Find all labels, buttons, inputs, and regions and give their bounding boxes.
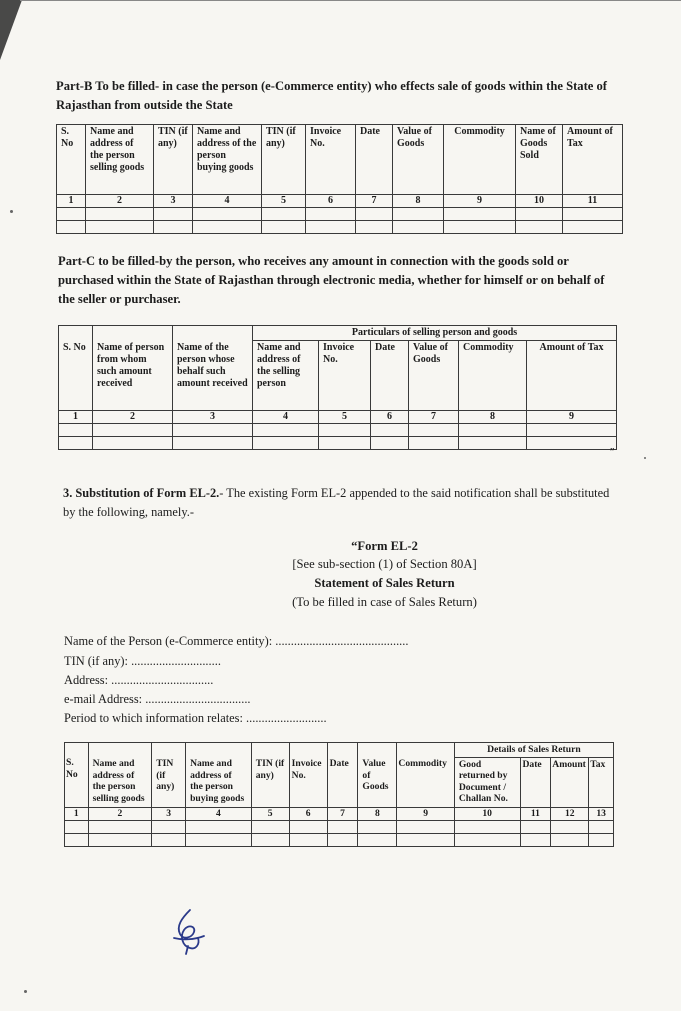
- column-number: 8: [459, 411, 527, 424]
- column-number: 3: [154, 195, 193, 208]
- column-number: 3: [152, 807, 186, 820]
- header-cell: S. No: [65, 757, 89, 807]
- column-number: 6: [306, 195, 356, 208]
- header-cell: TIN (if any): [152, 757, 186, 807]
- signature-mark: [168, 908, 208, 956]
- scan-top-border: [20, 0, 681, 1]
- column-number: 3: [173, 411, 253, 424]
- header-cell: Name of person from whom such amount received: [93, 341, 173, 411]
- column-number: 8: [358, 807, 397, 820]
- blank-row: [59, 437, 617, 450]
- column-number: 2: [86, 195, 154, 208]
- header-cell: Amount of Tax: [563, 125, 623, 195]
- header-cell: TIN (if any): [251, 757, 289, 807]
- header-cell: Invoice No.: [319, 341, 371, 411]
- field-person-name: Name of the Person (e-Commerce entity): ...........................................: [64, 634, 409, 648]
- header-cell: Date: [356, 125, 393, 195]
- header-cell: Good returned by Document / Challan No.: [454, 757, 520, 807]
- column-number: 7: [409, 411, 459, 424]
- column-number: 8: [393, 195, 444, 208]
- blank-row: [65, 833, 614, 846]
- header-cell: Name and address of the person selling goods: [86, 125, 154, 195]
- header-cell: Name of Goods Sold: [516, 125, 563, 195]
- part-b-heading: Part-B To be filled- in case the person (e-Commerce entity) who effects sale of goods within the State of Rajasthan from outside the State: [56, 79, 608, 112]
- part-b-number-row: [57, 195, 623, 208]
- column-number: 1: [65, 807, 89, 820]
- blank-row: [65, 820, 614, 833]
- form-reference: [See sub-section (1) of Section 80A]: [292, 557, 477, 571]
- column-number: 4: [193, 195, 262, 208]
- part-c-heading: Part-C to be filled-by the person, who receives any amount in connection with the goods sold or purchased within the State of Rajasthan through electronic media, whether for himself or on behalf of the seller or purchaser.: [58, 254, 605, 306]
- blank-row: [57, 221, 623, 234]
- header-cell: S. No: [57, 125, 86, 195]
- scan-speck: [24, 990, 27, 993]
- header-cell: TIN (if any): [154, 125, 193, 195]
- column-number: 7: [327, 807, 358, 820]
- sales-return-group-row: [65, 743, 614, 758]
- column-number: 1: [57, 195, 86, 208]
- column-number: 10: [516, 195, 563, 208]
- blank-row: [57, 208, 623, 221]
- header-cell: Name and address of the selling person: [253, 341, 319, 411]
- substitution-title: 3. Substitution of Form EL-2.: [63, 486, 220, 500]
- column-number: 9: [444, 195, 516, 208]
- column-number: 6: [289, 807, 327, 820]
- column-number: 1: [59, 411, 93, 424]
- substitution-paragraph: [63, 484, 623, 522]
- field-email: e-mail Address: ..................................: [64, 692, 251, 706]
- column-number: 7: [356, 195, 393, 208]
- column-number: 2: [93, 411, 173, 424]
- column-number: 9: [397, 807, 454, 820]
- column-number: 4: [253, 411, 319, 424]
- part-c-group-row: [59, 326, 617, 341]
- header-cell: Date: [327, 757, 358, 807]
- closing-quote: ”: [610, 447, 615, 458]
- header-cell: Name and address of the person buying goods: [186, 757, 252, 807]
- header-cell: Name and address of the person selling goods: [88, 757, 152, 807]
- sales-return-header-row: [65, 757, 614, 807]
- form-note: (To be filled in case of Sales Return): [292, 595, 477, 609]
- column-number: 5: [319, 411, 371, 424]
- group-header: Details of Sales Return: [454, 743, 613, 758]
- header-cell: Name of the person whose behalf such amount received: [173, 341, 253, 411]
- column-number: 4: [186, 807, 252, 820]
- column-number: 12: [551, 807, 589, 820]
- sales-return-number-row: [65, 807, 614, 820]
- field-tin: TIN (if any): .............................: [64, 654, 221, 668]
- part-c-header-row: [59, 341, 617, 411]
- column-number: 11: [520, 807, 551, 820]
- part-c-table: [58, 325, 617, 450]
- header-cell: Commodity: [459, 341, 527, 411]
- part-b-header-row: [57, 125, 623, 195]
- column-number: 6: [371, 411, 409, 424]
- substitution-text: - The existing Form EL-2 appended to the said notification shall be substituted by the following, namely.-: [63, 486, 610, 519]
- header-cell: TIN (if any): [262, 125, 306, 195]
- header-cell: Value of Goods: [358, 757, 397, 807]
- form-title: “Form EL-2: [351, 539, 418, 553]
- field-address: Address: .................................: [64, 673, 214, 687]
- column-number: 13: [589, 807, 614, 820]
- part-c-number-row: [59, 411, 617, 424]
- header-cell: Date: [371, 341, 409, 411]
- form-statement: Statement of Sales Return: [314, 576, 455, 590]
- header-cell: Date: [520, 757, 551, 807]
- header-cell: Amount: [551, 757, 589, 807]
- header-cell: Invoice No.: [289, 757, 327, 807]
- header-cell: Invoice No.: [306, 125, 356, 195]
- header-cell: Value of Goods: [409, 341, 459, 411]
- column-number: 11: [563, 195, 623, 208]
- column-number: 9: [527, 411, 617, 424]
- header-cell: Value of Goods: [393, 125, 444, 195]
- group-header: Particulars of selling person and goods: [253, 326, 617, 341]
- header-cell: Commodity: [397, 757, 454, 807]
- scan-speck: [644, 457, 646, 459]
- header-cell: Tax: [589, 757, 614, 807]
- column-number: 2: [88, 807, 152, 820]
- scan-shadow: [0, 0, 22, 60]
- sales-return-table: [64, 742, 614, 847]
- column-number: 5: [251, 807, 289, 820]
- header-cell: Name and address of the person buying goods: [193, 125, 262, 195]
- field-period: Period to which information relates: ..........................: [64, 711, 327, 725]
- header-cell: Commodity: [444, 125, 516, 195]
- header-cell: Amount of Tax: [527, 341, 617, 411]
- part-b-table: [56, 124, 623, 234]
- header-cell: S. No: [59, 341, 93, 411]
- column-number: 10: [454, 807, 520, 820]
- blank-row: [59, 424, 617, 437]
- column-number: 5: [262, 195, 306, 208]
- scan-speck: [10, 210, 13, 213]
